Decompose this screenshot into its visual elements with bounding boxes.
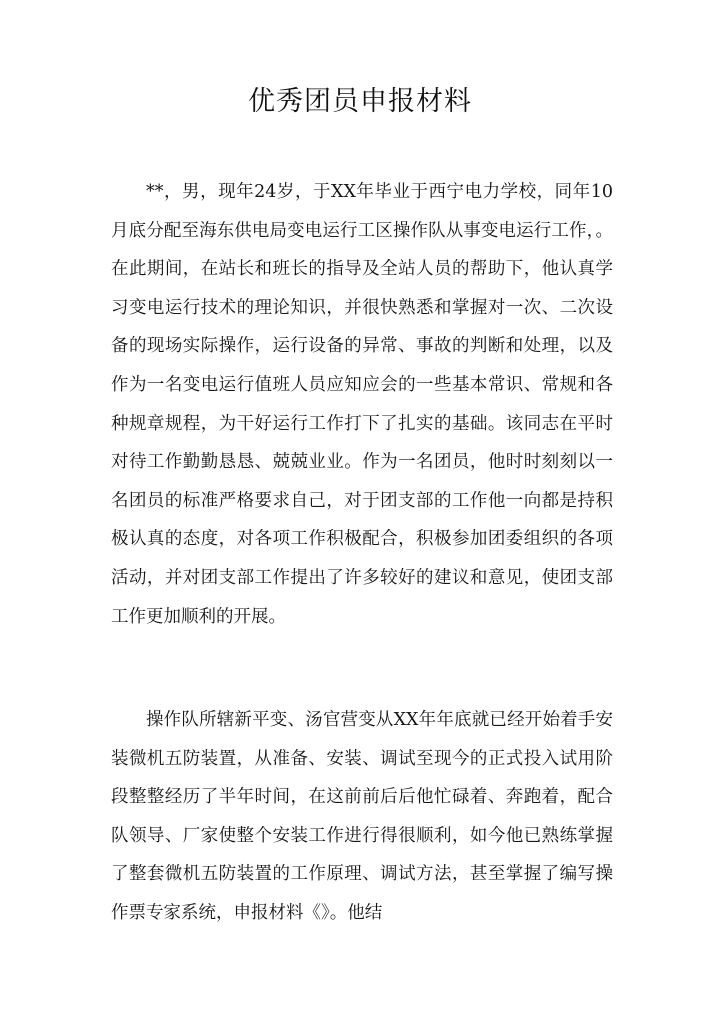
paragraph-1: **，男，现年24岁，于XX年毕业于西宁电力学校，同年10月底分配至海东供电局变电运行工区操作队从事变电运行工作，。在此期间，在站长和班长的指导及全站人员的帮助下，他认真学习变电运行技术的理论知识，并很快熟悉和掌握对一次、二次设备的现场实际操作，运行设备的异常、事故的判断和处理，以及作为一名变电运行值班人员应知应会的一些基本常识、常规和各种规章规程，为干好运行工作打下了扎实的基础。该同志在平时对待工作勤勤恳恳、兢兢业业。作为一名团员，他时时刻刻以一名团员的标准严格要求自己，对于团支部的工作他一向都是持积极认真的态度，对各项工作积极配合，积极参加团委组织的各项活动，并对团支部工作提出了许多较好的建议和意见，使团支部工作更加顺利的开展。 xyxy=(111,182,613,627)
document-title: 优秀团员申报材料 xyxy=(248,86,472,117)
paragraph-2: 操作队所辖新平变、汤官营变从XX年年底就已经开始着手安装微机五防装置，从准备、安装、调试至现今的正式投入试用阶段整整经历了半年时间，在这前前后后他忙碌着、奔跑着，配合队领导、厂家使整个安装工作进行得很顺利，如今他已熟练掌握了整套微机五防装置的工作原理、调试方法，甚至掌握了编写操作票专家系统，申报材料《》。他结 xyxy=(111,710,613,923)
